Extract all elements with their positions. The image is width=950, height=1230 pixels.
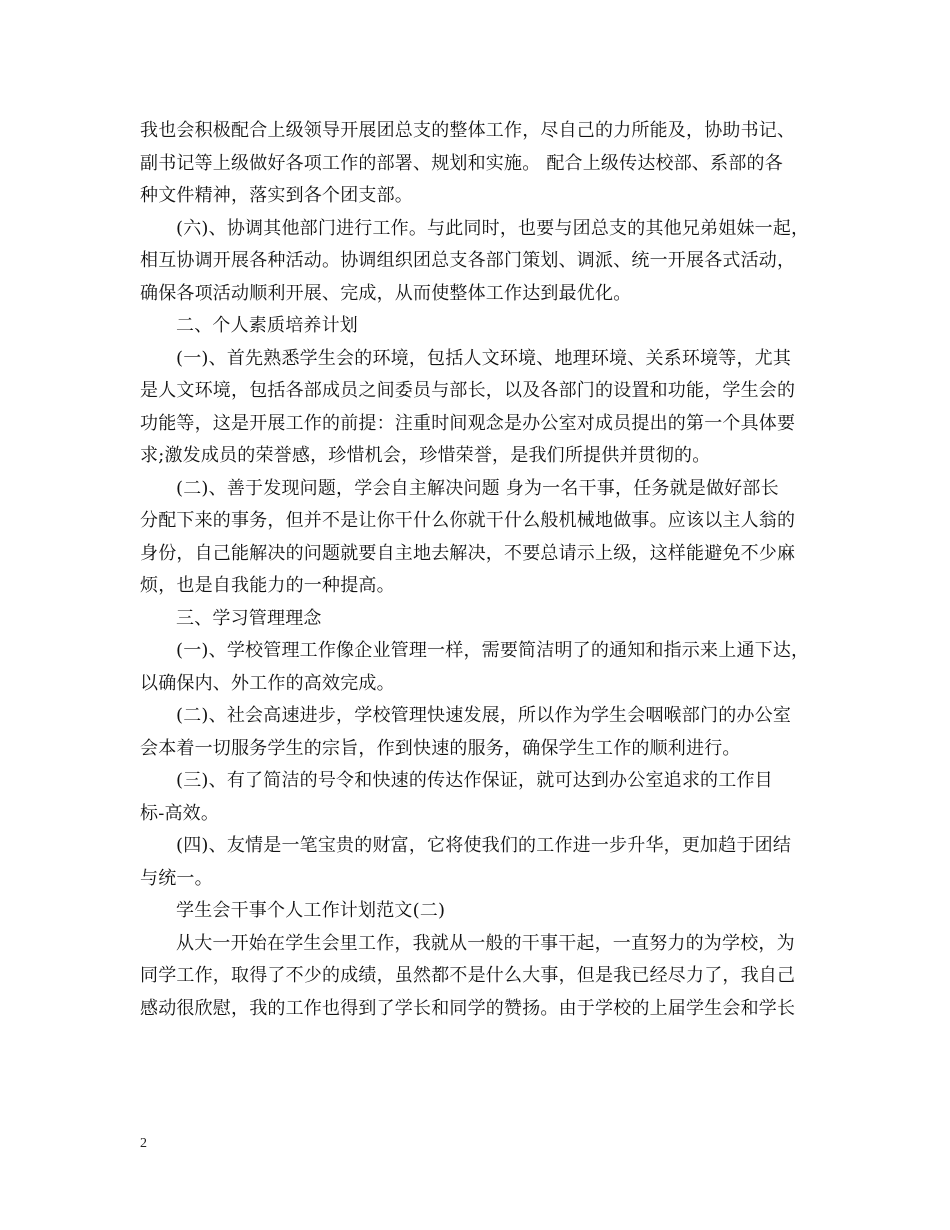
text-line: 我也会积极配合上级领导开展团总支的整体工作，尽自己的力所能及，协助书记、 <box>140 120 796 141</box>
text-line: 确保各项活动顺利开展、完成，从而使整体工作达到最优化。 <box>140 282 632 304</box>
text-line: 求;激发成员的荣誉感，珍惜机会，珍惜荣誉，是我们所提供并贯彻的。 <box>140 445 711 466</box>
text-line: 会本着一切服务学生的宗旨，作到快速的服务，确保学生工作的顺利进行。 <box>140 737 741 759</box>
text-line: 二、个人素质培养计划 <box>176 315 358 336</box>
text-line: 分配下来的事务，但并不是让你干什么你就干什么般机械地做事。应该以主人翁的 <box>140 510 796 531</box>
text-line: 标-高效。 <box>140 802 220 824</box>
text-line: 与统一。 <box>140 867 213 889</box>
text-line: (四)、友情是一笔宝贵的财富，它将使我们的工作进一步升华，更加趋于团结 <box>176 835 792 856</box>
text-line: (三)、有了简洁的号令和快速的传达作保证，就可达到办公室追求的工作目 <box>176 770 773 791</box>
text-line: (二)、善于发现问题，学会自主解决问题 身为一名干事，任务就是做好部长 <box>176 477 779 499</box>
text-line: 烦，也是自我能力的一种提高。 <box>140 575 395 596</box>
text-line: 从大一开始在学生会里工作，我就从一般的干事干起，一直努力的为学校，为 <box>176 932 795 954</box>
page-number: 2 <box>140 1136 147 1151</box>
text-line: (二)、社会高速进步，学校管理快速发展，所以作为学生会咽喉部门的办公室 <box>176 705 792 726</box>
text-line: 感动很欣慰，我的工作也得到了学长和同学的赞扬。由于学校的上届学生会和学长 <box>140 997 796 1019</box>
document-body <box>140 115 830 1025</box>
text-line: 相互协调开展各种活动。协调组织团总支各部门策划、调派、统一开展各式活动， <box>140 250 796 271</box>
text-line: 三、学习管理理念 <box>176 607 322 629</box>
text-line: 副书记等上级做好各项工作的部署、规划和实施。 配合上级传达校部、系部的各 <box>140 152 783 174</box>
text-line: 身份，自己能解决的问题就要自主地去解决，不要总请示上级，这样能避免不少麻 <box>140 542 796 564</box>
body-paragraphs <box>140 115 830 1025</box>
text-line: (一)、首先熟悉学生会的环境，包括人文环境、地理环境、关系环境等，尤其 <box>176 347 792 369</box>
text-line: 是人文环境，包括各部成员之间委员与部长，以及各部门的设置和功能，学生会的 <box>140 380 796 401</box>
text-line: 以确保内、外工作的高效完成。 <box>140 672 395 694</box>
text-line: 功能等，这是开展工作的前提：注重时间观念是办公室对成员提出的第一个具体要 <box>140 412 796 434</box>
text-line: (六)、协调其他部门进行工作。与此同时，也要与团总支的其他兄弟姐妹一起， <box>176 217 810 239</box>
text-line: 同学工作，取得了不少的成绩，虽然都不是什么大事，但是我已经尽力了，我自己 <box>140 965 796 986</box>
text-line: 种文件精神，落实到各个团支部。 <box>140 185 413 206</box>
text-line: 学生会干事个人工作计划范文(二) <box>176 900 446 921</box>
text-line: (一)、学校管理工作像企业管理一样，需要简洁明了的通知和指示来上通下达， <box>176 640 810 661</box>
